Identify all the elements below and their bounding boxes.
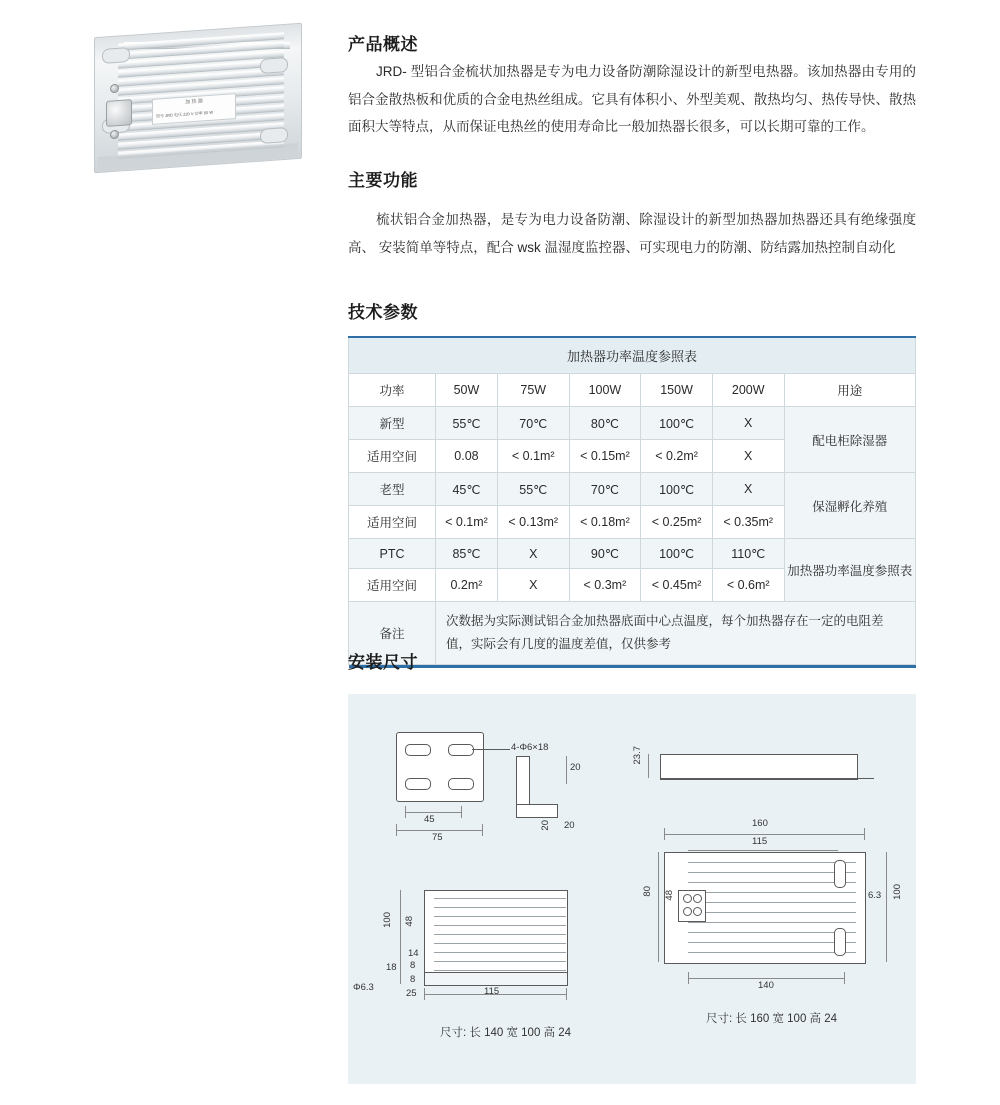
dim-label-20a: 20	[570, 762, 581, 773]
mount-slot	[405, 778, 431, 790]
cell-power-200: 200W	[712, 374, 784, 407]
dim-tick	[688, 972, 689, 984]
cell: < 0.13m²	[497, 506, 569, 539]
cell: 80℃	[569, 407, 641, 440]
cell-power-50: 50W	[436, 374, 498, 407]
dim-label-48-right: 48	[664, 890, 675, 901]
cell: 0.08	[436, 440, 498, 473]
cell: X	[497, 569, 569, 602]
cell: < 0.25m²	[641, 506, 713, 539]
usage-cell: 配电柜除湿器	[784, 407, 915, 473]
table-bottom-rule	[349, 665, 916, 669]
dim-line-20a	[566, 756, 567, 784]
cell: 55℃	[436, 407, 498, 440]
cell-power-label: 功率	[349, 374, 436, 407]
dimensions-title: 安装尺寸	[348, 653, 418, 672]
spec-table	[348, 336, 916, 668]
overview-text: JRD- 型铝合金梳状加热器是专为电力设备防潮除湿设计的新型电热器。该加热器由专用的 铝合金散热板和优质的合金电热丝组成。它具有体积小、外型美观、散热均匀、热传导快、散热 面积大等特点，从而保证电热丝的使用寿命比一般加热器长很多，可以长期可靠的工作。	[348, 64, 916, 135]
cell-usage-label: 用途	[784, 374, 915, 407]
mounting-slot	[260, 127, 288, 144]
dim-label-8a: 8	[410, 960, 416, 971]
dim-label-8b: 8	[410, 974, 416, 985]
row-label: 新型	[349, 407, 436, 440]
cell: 110℃	[712, 539, 784, 569]
dim-line-140-right	[688, 978, 844, 979]
dim-line-80	[658, 852, 659, 962]
dim-tick	[405, 806, 406, 818]
table-title-row	[349, 337, 916, 374]
table-row	[349, 374, 916, 407]
cell: 55℃	[497, 473, 569, 506]
bracket-profile-foot	[516, 804, 558, 818]
product-photo	[88, 22, 306, 172]
nameplate-spec: 型号 JRD 电压 220 V 功率 50 W	[156, 109, 214, 119]
dim-line-237	[648, 754, 649, 778]
row-label: 适用空间	[349, 506, 436, 539]
dim-label-14: 14	[408, 948, 419, 959]
mount-slot	[834, 860, 846, 888]
terminal-hole	[683, 894, 692, 903]
cell-power-100: 100W	[569, 374, 641, 407]
heater-140-base	[424, 972, 568, 986]
dim-tick	[482, 824, 483, 836]
cell: X	[712, 473, 784, 506]
terminal-area	[678, 890, 706, 922]
mount-plate-top-view	[396, 732, 484, 802]
dim-label-45: 45	[424, 814, 435, 825]
dim-label-25: 25	[406, 988, 417, 999]
dim-line-75	[396, 830, 482, 831]
cell: 100℃	[641, 539, 713, 569]
terminal-hole	[693, 907, 702, 916]
cell: < 0.18m²	[569, 506, 641, 539]
mount-slot	[405, 744, 431, 756]
table-row	[349, 473, 916, 506]
cell: 0.2m²	[436, 569, 498, 602]
cell: 70℃	[497, 407, 569, 440]
hole-spec-label: 4-Φ6×18	[511, 742, 549, 753]
mounting-slot	[260, 57, 288, 74]
baseline	[660, 778, 874, 779]
cell: X	[712, 407, 784, 440]
dim-label-phi6-3-left: Φ6.3	[353, 982, 374, 993]
caption-left: 尺寸: 长 140 宽 100 高 24	[440, 1027, 572, 1039]
dim-label-100-left: 100	[382, 912, 393, 928]
cell: 100℃	[641, 407, 713, 440]
row-label: 老型	[349, 473, 436, 506]
features-text: 梳状铝合金加热器，是专为电力设备防潮、除湿设计的新型加热器加热器还具有绝缘强度高、 安装简单等特点，配合 wsk 温湿度监控器、可实现电力的防潮、防结露加热控制自动化	[348, 212, 916, 255]
mount-slot	[448, 744, 474, 756]
specs-title: 技术参数	[348, 303, 418, 322]
dim-label-115-left: 115	[484, 986, 500, 997]
leader-line	[472, 749, 510, 750]
row-label: 适用空间	[349, 569, 436, 602]
dim-label-20b: 20	[540, 820, 551, 831]
note-label: 备注	[349, 602, 436, 665]
terminal-hole	[693, 894, 702, 903]
dim-label-115-right: 115	[752, 836, 768, 847]
cell: 70℃	[569, 473, 641, 506]
cell: 90℃	[569, 539, 641, 569]
side-view-profile	[660, 754, 858, 780]
usage-cell: 保湿孵化养殖	[784, 473, 915, 539]
dim-label-75: 75	[432, 832, 443, 843]
dim-label-160: 160	[752, 818, 768, 829]
cell: < 0.2m²	[641, 440, 713, 473]
heater-illustration	[88, 22, 306, 172]
overview-title: 产品概述	[348, 35, 418, 54]
cell: < 0.15m²	[569, 440, 641, 473]
cell: X	[712, 440, 784, 473]
dim-label-20c: 20	[564, 820, 575, 831]
dim-line-115-right	[688, 850, 838, 851]
cell: < 0.1m²	[436, 506, 498, 539]
dim-line-100-right	[886, 852, 887, 962]
dim-label-18: 18	[386, 962, 397, 973]
table-title: 加热器功率温度参照表	[349, 337, 916, 374]
cell: < 0.45m²	[641, 569, 713, 602]
dim-label-6-3-right: 6.3	[868, 890, 882, 901]
cell: < 0.3m²	[569, 569, 641, 602]
dim-tick	[566, 988, 567, 1000]
dim-label-23-7: 23.7	[632, 746, 643, 765]
dim-tick	[864, 828, 865, 840]
terminal-block	[106, 99, 132, 127]
dim-label-140-right: 140	[758, 980, 774, 991]
dim-label-48-left: 48	[404, 916, 415, 927]
dim-tick	[461, 806, 462, 818]
cell-power-75: 75W	[497, 374, 569, 407]
cell: < 0.6m²	[712, 569, 784, 602]
dim-line-100-left	[400, 890, 401, 984]
features-title: 主要功能	[348, 171, 418, 190]
row-label: 适用空间	[349, 440, 436, 473]
usage-cell: 加热器功率温度参照表	[784, 539, 915, 602]
mounting-slot	[102, 47, 130, 64]
cell: X	[497, 539, 569, 569]
cell: < 0.35m²	[712, 506, 784, 539]
dim-tick	[664, 828, 665, 840]
caption-right: 尺寸: 长 160 宽 100 高 24	[706, 1013, 838, 1025]
dim-line-45	[405, 812, 461, 813]
terminal-hole	[683, 907, 692, 916]
dim-label-100-right: 100	[892, 884, 903, 900]
cell: 45℃	[436, 473, 498, 506]
row-label: PTC	[349, 539, 436, 569]
table-row	[349, 407, 916, 440]
nameplate-title: 加 热 器	[185, 98, 203, 106]
cell: < 0.1m²	[497, 440, 569, 473]
mount-slot	[448, 778, 474, 790]
dim-tick	[844, 972, 845, 984]
table-note-row	[349, 602, 916, 665]
mount-slot	[834, 928, 846, 956]
dim-tick	[396, 824, 397, 836]
dim-line-160	[664, 834, 864, 835]
cell: 85℃	[436, 539, 498, 569]
dimension-drawing-panel	[348, 694, 916, 1084]
note-text: 次数据为实际测试铝合金加热器底面中心点温度，每个加热器存在一定的电阻差值，实际会有几度的温度差值，仅供参考	[436, 602, 916, 665]
cell-power-150: 150W	[641, 374, 713, 407]
dim-label-80: 80	[642, 886, 653, 897]
table-row	[349, 539, 916, 569]
cell: 100℃	[641, 473, 713, 506]
dim-tick	[424, 988, 425, 1000]
